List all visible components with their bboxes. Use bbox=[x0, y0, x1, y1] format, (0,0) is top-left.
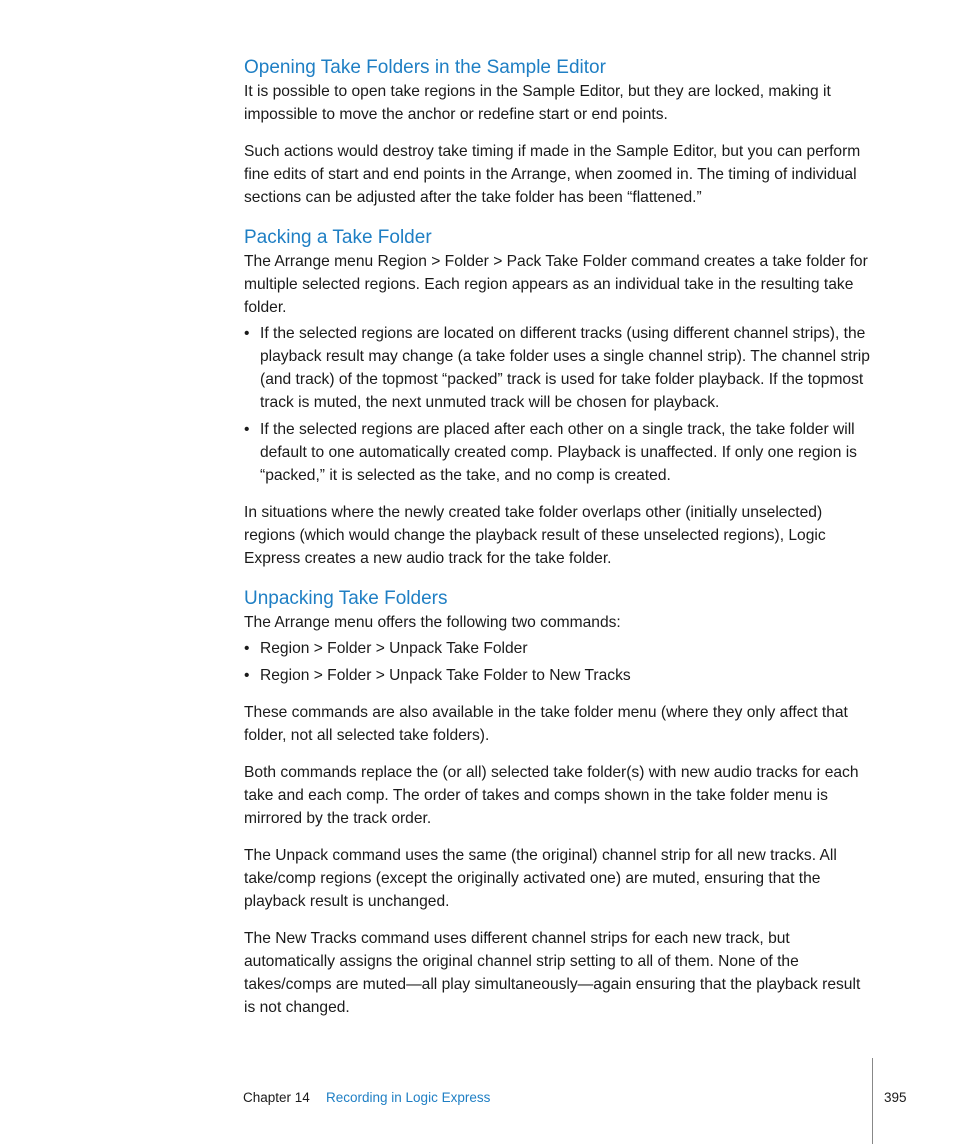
list-item-text: Region > Folder > Unpack Take Folder to New Tracks bbox=[260, 667, 631, 684]
bullet-icon: • bbox=[244, 667, 250, 684]
list-item-text: If the selected regions are located on different tracks (using different channel strips), the playback result may change (a take folder uses a single channel strip). The channel strip (and track) of the topmost “packed” track is used for take folder playback. If the topmost track is muted, the next unmuted track will be chosen for playback. bbox=[260, 325, 870, 411]
footer-divider bbox=[872, 1058, 873, 1144]
chapter-title-link[interactable]: Recording in Logic Express bbox=[326, 1090, 491, 1105]
section-packing-take-folder bbox=[244, 226, 874, 570]
body-paragraph: Such actions would destroy take timing if made in the Sample Editor, but you can perform fine edits of start and end points in the Arrange, when zoomed in. The timing of individual sections can be adjusted after the take folder has been “flattened.” bbox=[244, 143, 861, 206]
body-paragraph: It is possible to open take regions in the Sample Editor, but they are locked, making it impossible to move the anchor or redefine start or end points. bbox=[244, 83, 831, 123]
bullet-list bbox=[244, 322, 874, 487]
list-item-text: If the selected regions are placed after each other on a single track, the take folder will default to one automatically created comp. Playback is unaffected. If only one region is “packed,” it is selected as the take, and no comp is created. bbox=[260, 421, 857, 484]
list-item bbox=[244, 664, 874, 687]
body-paragraph: The New Tracks command uses different channel strips for each new track, but automatically assigns the original channel strip setting to all of them. None of the takes/comps are muted—all play simultaneously—again ensuring that the playback result is not changed. bbox=[244, 930, 861, 1016]
section-heading: Packing a Take Folder bbox=[244, 227, 432, 248]
section-heading: Opening Take Folders in the Sample Editor bbox=[244, 57, 606, 78]
body-paragraph: The Arrange menu offers the following two commands: bbox=[244, 614, 621, 631]
body-paragraph: In situations where the newly created take folder overlaps other (initially unselected) regions (which would change the playback result of these unselected regions), Logic Express creates a new audio track for the take folder. bbox=[244, 504, 826, 567]
bullet-list bbox=[244, 637, 874, 687]
page-footer bbox=[0, 1086, 954, 1116]
body-paragraph: Both commands replace the (or all) selected take folder(s) with new audio tracks for each take and each comp. The order of takes and comps shown in the take folder menu is mirrored by the track order. bbox=[244, 764, 859, 827]
bullet-icon: • bbox=[244, 325, 250, 342]
page-number: 395 bbox=[884, 1090, 907, 1105]
section-opening-take-folders bbox=[244, 56, 874, 209]
body-paragraph: The Unpack command uses the same (the original) channel strip for all new tracks. All take/comp regions (except the originally activated one) are muted, ensuring that the playback result is unchanged. bbox=[244, 847, 837, 910]
list-item bbox=[244, 418, 874, 487]
page-content bbox=[244, 56, 874, 1036]
list-item bbox=[244, 637, 874, 660]
chapter-label: Chapter 14 bbox=[243, 1090, 310, 1105]
body-paragraph: These commands are also available in the take folder menu (where they only affect that folder, not all selected take folders). bbox=[244, 704, 848, 744]
bullet-icon: • bbox=[244, 421, 250, 438]
list-item bbox=[244, 322, 874, 414]
body-paragraph: The Arrange menu Region > Folder > Pack Take Folder command creates a take folder for multiple selected regions. Each region appears as an individual take in the resulting take folder. bbox=[244, 253, 868, 316]
list-item-text: Region > Folder > Unpack Take Folder bbox=[260, 640, 528, 657]
section-unpacking-take-folders bbox=[244, 587, 874, 1019]
section-heading: Unpacking Take Folders bbox=[244, 588, 448, 609]
bullet-icon: • bbox=[244, 640, 250, 657]
